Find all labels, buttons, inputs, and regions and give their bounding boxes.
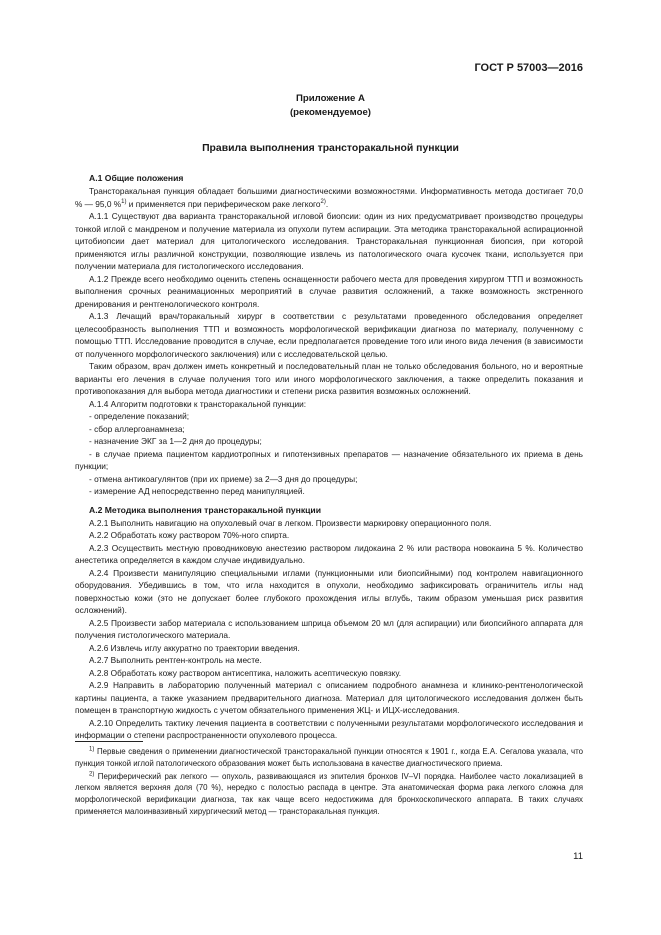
paragraph: Таким образом, врач должен иметь конкретный и последовательный план не только обследования больного, но и вероятные варианты его лечения в случае получения того или иного морфологического заключения, а также определить показания и противопоказания для выбора метода диагностики и степени риска развития возможных осложнений. <box>75 361 583 396</box>
paragraph: А.2.10 Определить тактику лечения пациента в соответствии с полученными результатами морфологического исследования и информации о степени распространенности опухолевого процесса. <box>75 717 583 740</box>
list-item: - определение показаний; <box>89 411 190 421</box>
paragraph: А.2.1 Выполнить навигацию на опухолевый очаг в легком. Произвести маркировку операционного поля. <box>89 517 492 528</box>
standard-number: ГОСТ Р 57003—2016 <box>474 62 583 74</box>
paragraph: А.1.2 Прежде всего необходимо оценить степень оснащенности рабочего места для проведения хирургом ТТП и возможность выполнения срочных реанимационных мероприятий в случае развития осложнений, а также возможность экстренного дренирования и рентгенологического контроля. <box>75 273 583 309</box>
list-item: - измерение АД непосредственно перед манипуляцией. <box>89 486 305 496</box>
paragraph: А.2.6 Извлечь иглу аккуратно по траектории введения. <box>89 642 300 653</box>
paragraph: А.2.2 Обработать кожу раствором 70%-ного спирта. <box>89 530 290 540</box>
footnotes <box>75 746 583 819</box>
document-title: Правила выполнения трансторакальной пункции <box>202 143 459 154</box>
paragraph: А.2.7 Выполнить рентген-контроль на месте. <box>89 655 262 665</box>
annex-header <box>0 92 661 120</box>
footnote-mark: 1) <box>89 746 95 753</box>
annex-type: (рекомендуемое) <box>289 107 371 118</box>
section-heading-a1: А.1 Общие положения <box>89 173 184 183</box>
list-item: - отмена антикоагулянтов (при их приеме) за 2—3 дня до процедуры; <box>89 473 358 484</box>
paragraph: А.2.9 Направить в лабораторию полученный материал с описанием подробного анамнеза и клинико-рентгенологической картины пациента, а также указанием предварительного диагноза. Материал для цитологического исследования должен быть помещен в транспортную жидкость с учетом обязательного применения ЖЦ- и ИЦХ-исследования. <box>75 680 583 715</box>
footnote-1 <box>75 746 583 770</box>
paragraph: А.2.4 Произвести манипуляцию специальными иглами (пункционными или биопсийными) под контролем навигационного оборудования. Убедившись в том, что игла находится в опухоли, необходимо зафиксировать ограничитель иглы над поверхностью кожи (это не допускает более глубокого прохождения иглы вглубь, таким образом уменьшая риск развития осложнений). <box>75 567 583 615</box>
footnote-text: Периферический рак легкого — опухоль, развивающаяся из эпителия бронхов IV–VI порядка. Наиболее часто локализацией в легком является верхняя доля (70 %), нередко с полостью распада в центре. Эта анатомическая форма рака легкого сложна для морфологической верификации диагноза, так как чаще всего недостижима для бронхоскопического аппарата. В таких случаях применяется малоинвазивный хирургический метод — трансторакальная пункция. <box>75 771 583 816</box>
footnote-ref-1: 1) <box>121 198 127 205</box>
paragraph: А.2.3 Осуществить местную проводниковую анестезию раствором лидокаина 2 % или раствора новокаина 5 %. Количество анестетика определяется в каждом случае индивидуально. <box>75 542 583 565</box>
paragraph-text: и применяется при периферическом раке легкого <box>126 198 321 209</box>
paragraph: А.2.8 Обработать кожу раствором антисептика, наложить асептическую повязку. <box>89 667 402 678</box>
footnote-ref-2: 2) <box>320 198 326 205</box>
list-item: - сбор аллергоанамнеза; <box>89 423 185 434</box>
footnote-separator <box>75 741 143 742</box>
paragraph-text: . <box>325 198 329 209</box>
document-body <box>75 172 583 742</box>
paragraph-text: Трансторакальная пункция обладает большими диагностическими возможностями. Информативность метода достигает 70,0 % — 95,0 % <box>75 186 583 209</box>
paragraph: А.1.4 Алгоритм подготовки к трансторакальной пункции: <box>89 398 307 409</box>
section-heading-a2: А.2 Методика выполнения трансторакальной пункции <box>89 504 322 515</box>
paragraph <box>75 185 583 210</box>
paragraph: А.1.1 Существуют два варианта трансторакальной игловой биопсии: один из них предусматривает производство процедуры тонкой иглой с мандреном и получение материала из опухоли путем аспирации. Эта методика трансторакальной аспирационной цитобиопсии дает материал для цитологического исследования. Трансторакальная пункционная биопсия, при которой применяются иглы различной конструкции, позволяющие извлечь из патологического очага кусочек ткани, используется при получении материала для гистологического исследования. <box>75 211 583 271</box>
paragraph: А.2.5 Произвести забор материала с использованием шприца объемом 20 мл (для аспирации) или биопсийного аппарата для получения гистологического материала. <box>75 617 583 640</box>
list-item: - назначение ЭКГ за 1—2 дня до процедуры; <box>89 436 262 446</box>
annex-title: Приложение А <box>296 93 365 104</box>
list-item: - в случае приема пациентом кардиотропных и гипотензивных препаратов — назначение обязательного их приема в день пункции; <box>75 448 583 471</box>
footnote-mark: 2) <box>89 770 95 777</box>
paragraph: А.1.3 Лечащий врач/торакальный хирург в соответствии с результатами проведенного обследования определяет целесообразность выполнения ТТП и возможность морфологической верификации диагноза по материалу, полученному с помощью ТТП. Исследование проводится в случае, если предполагается проведение того или иного вида лечения (в зависимости от полученного морфологического заключения) или с исследовательской целью. <box>75 311 583 359</box>
page-number: 11 <box>573 851 583 862</box>
footnote-text: Первые сведения о применении диагностической трансторакальной пункции относятся к 1901 г., когда Е.А. Сегалова указала, что пункция тонкой иглой патологического образования может быть использована в качестве диагностического приема. <box>75 747 583 768</box>
footnote-2 <box>75 771 583 818</box>
